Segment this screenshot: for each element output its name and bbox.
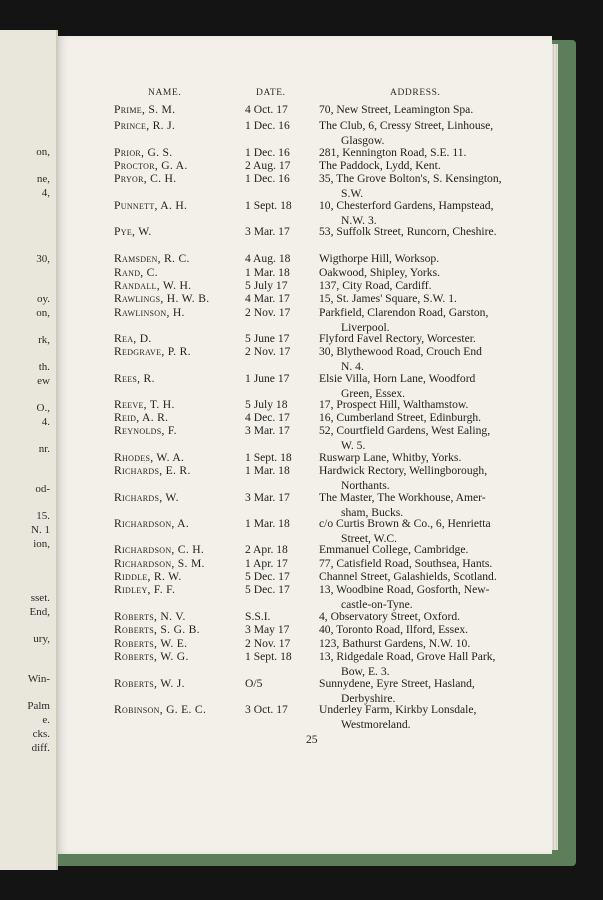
entry-date: 1 Mar. 18: [245, 266, 290, 279]
entry-date: 1 Mar. 18: [245, 464, 290, 477]
entry-date: 4 Mar. 17: [245, 292, 290, 305]
entry-date: 1 Sept. 18: [245, 650, 292, 663]
entry-date: 3 May 17: [245, 623, 290, 636]
entry-name: Randall, W. H.: [114, 279, 192, 292]
entry-date: 5 Dec. 17: [245, 583, 290, 596]
header-address: ADDRESS.: [390, 88, 441, 98]
left-fragment: rk,: [38, 334, 50, 346]
left-fragment: 30,: [36, 253, 50, 265]
address-line-2: Street, W.C.: [341, 531, 398, 545]
left-page: [0, 30, 58, 870]
address-line-2: Derbyshire.: [341, 691, 396, 705]
left-fragment: diff.: [31, 742, 50, 754]
left-fragment: Palm: [27, 700, 50, 712]
entry-address: [319, 623, 511, 638]
page-number: 25: [306, 734, 318, 746]
left-fragment: N. 1: [31, 524, 50, 536]
entry-date: 2 Nov. 17: [245, 306, 291, 319]
address-line-1: Parkfield, Clarendon Road, Garston,: [319, 306, 489, 319]
entry-date: 1 June 17: [245, 372, 290, 385]
entry-name: Roberts, N. V.: [114, 610, 186, 623]
address-line-1: Sunnydene, Eyre Street, Hasland,: [319, 677, 475, 690]
entry-name: Rees, R.: [114, 372, 155, 385]
entry-date: 2 Nov. 17: [245, 637, 291, 650]
entry-date: 4 Aug. 18: [245, 252, 291, 265]
left-fragment: ion,: [33, 538, 50, 550]
entry-date: 2 Aug. 17: [245, 159, 291, 172]
left-fragment: nr.: [38, 443, 50, 455]
address-line-1: 4, Observatory Street, Oxford.: [319, 610, 461, 623]
entry-date: S.S.I.: [245, 610, 271, 623]
address-line-1: Oakwood, Shipley, Yorks.: [319, 266, 440, 279]
entry-name: Pye, W.: [114, 225, 152, 238]
entry-date: 3 Mar. 17: [245, 491, 290, 504]
address-line-1: 13, Ridgedale Road, Grove Hall Park,: [319, 650, 496, 663]
entry-name: Roberts, S. G. B.: [114, 623, 200, 636]
left-fragment: O.,: [36, 402, 50, 414]
address-line-2: Liverpool.: [341, 320, 390, 334]
entry-address: [319, 292, 511, 307]
entry-name: Richards, W.: [114, 491, 179, 504]
address-line-1: 70, New Street, Leamington Spa.: [319, 103, 474, 116]
entry-name: Richardson, A.: [114, 517, 190, 530]
entry-name: Rawlings, H. W. B.: [114, 292, 210, 305]
entry-date: 5 June 17: [245, 332, 290, 345]
left-fragment: 4.: [41, 416, 50, 428]
address-line-1: Wigthorpe Hill, Worksop.: [319, 252, 440, 265]
entry-date: 1 Sept. 18: [245, 451, 292, 464]
address-line-1: 17, Prospect Hill, Walthamstow.: [319, 398, 469, 411]
entry-date: 1 Apr. 17: [245, 557, 288, 570]
left-fragment: 15.: [36, 510, 50, 522]
entry-name: Rand, C.: [114, 266, 158, 279]
address-line-2: W. 5.: [341, 438, 366, 452]
entry-name: Prime, S. M.: [114, 103, 176, 116]
entry-address: [319, 424, 511, 453]
address-line-1: 77, Catisfield Road, Southsea, Hants.: [319, 557, 493, 570]
entry-name: Richards, E. R.: [114, 464, 191, 477]
address-line-1: 15, St. James' Square, S.W. 1.: [319, 292, 457, 305]
entry-date: 5 July 18: [245, 398, 288, 411]
address-line-1: Elsie Villa, Horn Lane, Woodford: [319, 372, 476, 385]
entry-address: [319, 491, 511, 520]
address-line-2: Westmoreland.: [341, 717, 411, 731]
entry-name: Rawlinson, H.: [114, 306, 185, 319]
left-fragment: sset.: [30, 592, 50, 604]
entry-date: 2 Apr. 18: [245, 543, 288, 556]
entry-date: 3 Oct. 17: [245, 703, 288, 716]
address-line-1: The Club, 6, Cressy Street, Linhouse,: [319, 119, 494, 132]
entry-date: 4 Oct. 17: [245, 103, 288, 116]
entry-address: [319, 172, 511, 201]
entry-date: 3 Mar. 17: [245, 225, 290, 238]
entry-date: 3 Mar. 17: [245, 424, 290, 437]
entry-name: Ramsden, R. C.: [114, 252, 190, 265]
entry-name: Prince, R. J.: [114, 119, 176, 132]
entry-name: Redgrave, P. R.: [114, 345, 191, 358]
address-line-1: c/o Curtis Brown & Co., 6, Henrietta: [319, 517, 491, 530]
entry-date: 4 Dec. 17: [245, 411, 290, 424]
entry-date: 5 July 17: [245, 279, 288, 292]
address-line-1: 137, City Road, Cardiff.: [319, 279, 432, 292]
address-line-1: 13, Woodbine Road, Gosforth, New-: [319, 583, 490, 596]
entry-address: [319, 372, 511, 401]
entry-date: O/5: [245, 677, 263, 690]
entry-address: [319, 583, 511, 612]
entry-name: Prior, G. S.: [114, 146, 173, 159]
address-line-2: Green, Essex.: [341, 386, 406, 400]
address-line-1: Channel Street, Galashields, Scotland.: [319, 570, 497, 583]
entry-name: Pryor, C. H.: [114, 172, 177, 185]
entry-name: Rhodes, W. A.: [114, 451, 185, 464]
left-fragment: End,: [29, 606, 50, 618]
header-date: DATE.: [256, 88, 286, 98]
address-line-1: 52, Courtfield Gardens, West Ealing,: [319, 424, 491, 437]
entry-address: [319, 199, 511, 228]
entry-address: [319, 650, 511, 679]
entry-name: Richardson, C. H.: [114, 543, 205, 556]
entry-name: Proctor, G. A.: [114, 159, 188, 172]
left-fragment: on,: [36, 146, 50, 158]
entry-address: [319, 306, 511, 335]
address-line-1: 123, Bathurst Gardens, N.W. 10.: [319, 637, 471, 650]
address-line-2: S.W.: [341, 186, 364, 200]
address-line-2: Bow, E. 3.: [341, 664, 390, 678]
left-fragment: cks.: [32, 728, 50, 740]
entry-date: 1 Mar. 18: [245, 517, 290, 530]
address-line-1: 40, Toronto Road, Ilford, Essex.: [319, 623, 469, 636]
left-fragment: ne,: [36, 173, 50, 185]
address-line-2: Glasgow.: [341, 133, 385, 147]
entry-date: 1 Dec. 16: [245, 172, 290, 185]
address-line-1: 281, Kennington Road, S.E. 11.: [319, 146, 467, 159]
entry-address: [319, 703, 511, 732]
entry-address: [319, 252, 511, 267]
address-line-2: sham, Bucks.: [341, 505, 404, 519]
address-line-2: castle-on-Tyne.: [341, 597, 413, 611]
entry-address: [319, 345, 511, 374]
entry-address: [319, 543, 511, 558]
left-fragment: od-: [35, 483, 50, 495]
entry-address: [319, 517, 511, 546]
left-fragment: ury,: [33, 633, 50, 645]
header-name: NAME.: [148, 88, 182, 98]
entry-name: Riddle, R. W.: [114, 570, 182, 583]
address-line-1: The Master, The Workhouse, Amer-: [319, 491, 486, 504]
address-line-1: 35, The Grove Bolton's, S. Kensington,: [319, 172, 502, 185]
address-line-1: The Paddock, Lydd, Kent.: [319, 159, 441, 172]
entry-name: Ridley, F. F.: [114, 583, 176, 596]
address-line-1: Emmanuel College, Cambridge.: [319, 543, 469, 556]
address-line-1: Flyford Favel Rectory, Worcester.: [319, 332, 476, 345]
entry-address: [319, 119, 511, 148]
entry-date: 5 Dec. 17: [245, 570, 290, 583]
address-line-1: 53, Suffolk Street, Runcorn, Cheshire.: [319, 225, 497, 238]
address-line-2: N. 4.: [341, 359, 364, 373]
address-line-1: 30, Blythewood Road, Crouch End: [319, 345, 482, 358]
entry-name: Reynolds, F.: [114, 424, 177, 437]
entry-name: Reid, A. R.: [114, 411, 169, 424]
entry-name: Robinson, G. E. C.: [114, 703, 207, 716]
left-fragment: th.: [38, 361, 50, 373]
address-line-2: N.W. 3.: [341, 213, 377, 227]
left-fragment: ew: [37, 375, 50, 387]
address-line-1: 16, Cumberland Street, Edinburgh.: [319, 411, 482, 424]
entry-address: [319, 464, 511, 493]
entry-date: 1 Dec. 16: [245, 146, 290, 159]
address-line-1: Underley Farm, Kirkby Lonsdale,: [319, 703, 477, 716]
left-fragment: 4,: [41, 187, 50, 199]
entry-date: 1 Sept. 18: [245, 199, 292, 212]
entry-name: Roberts, W. G.: [114, 650, 189, 663]
address-line-1: Hardwick Rectory, Wellingborough,: [319, 464, 488, 477]
entry-date: 1 Dec. 16: [245, 119, 290, 132]
left-fragment: Win-: [27, 673, 50, 685]
entry-name: Rea, D.: [114, 332, 152, 345]
left-fragment: on,: [36, 307, 50, 319]
address-line-1: Ruswarp Lane, Whitby, Yorks.: [319, 451, 462, 464]
entry-name: Reeve, T. H.: [114, 398, 175, 411]
entry-address: [319, 677, 511, 706]
entry-name: Punnett, A. H.: [114, 199, 188, 212]
entry-name: Roberts, W. J.: [114, 677, 185, 690]
left-fragment: e.: [42, 714, 50, 726]
entry-address: [319, 225, 511, 240]
entry-name: Richardson, S. M.: [114, 557, 205, 570]
left-fragment: oy.: [36, 293, 50, 305]
entry-date: 2 Nov. 17: [245, 345, 291, 358]
entry-name: Roberts, W. E.: [114, 637, 188, 650]
address-line-1: 10, Chesterford Gardens, Hampstead,: [319, 199, 494, 212]
address-line-2: Northants.: [341, 478, 390, 492]
entry-address: [319, 103, 511, 118]
